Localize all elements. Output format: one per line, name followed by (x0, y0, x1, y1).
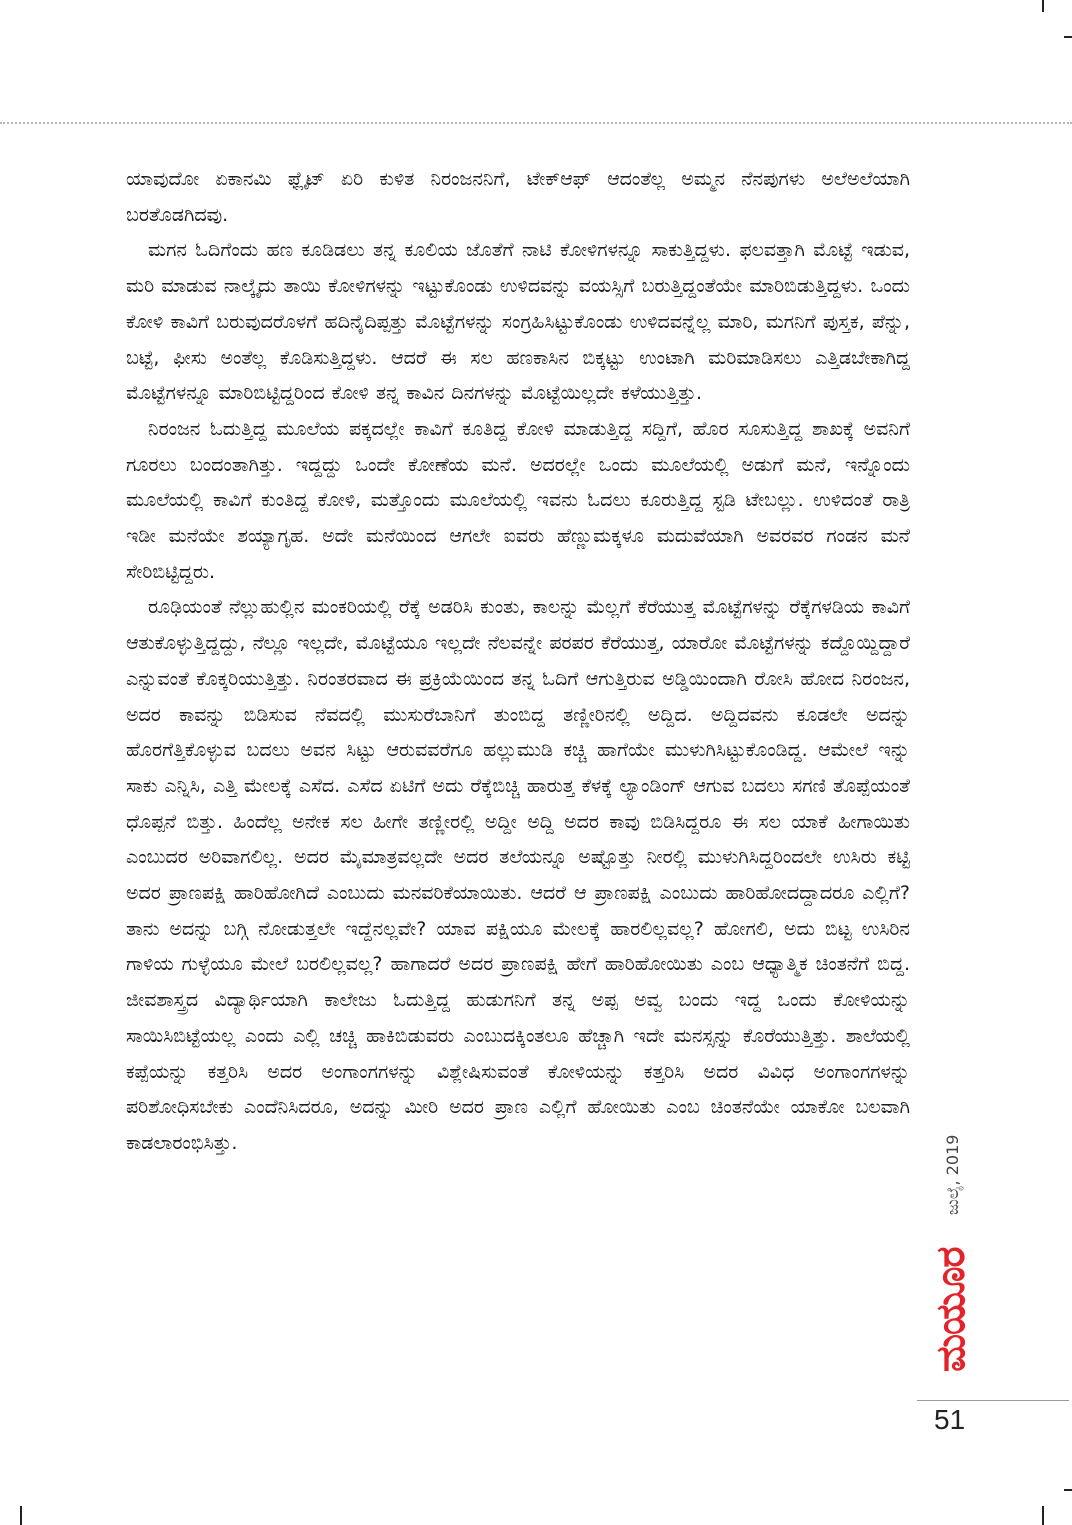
crop-mark (1042, 1506, 1044, 1525)
page-number: 51 (934, 1404, 966, 1435)
article-paragraph: ಯಾವುದೋ ಏಕಾನಮಿ ಫ್ಲೈಟ್ ಏರಿ ಕುಳಿತ ನಿರಂಜನನಿಗೆ, ಟೇಕ್‌ಆಫ್ ಆದಂತೆಲ್ಲ ಅಮ್ಮನ ನೆನಪುಗಳು ಅಲೆಅಲೆಯಾಗಿ ಬರತೊಡಗಿದವು. (126, 168, 910, 226)
crop-mark (1042, 0, 1044, 12)
crop-mark (1064, 1489, 1072, 1491)
issue-date: ಜುಲೈ, 2019 (943, 1134, 962, 1216)
article-paragraph: ರೂಢಿಯಂತೆ ನೆಲ್ಲುಹುಲ್ಲಿನ ಮಂಕರಿಯಲ್ಲಿ ರೆಕ್ಕೆ ಅಡರಿಸಿ ಕುಂತು, ಕಾಲನ್ನು ಮೆಲ್ಲಗೆ ಕೆರೆಯುತ್ತ ಮೊಟ್ಟೆಗಳನ್ನು ರೆಕ್ಕೆಗಳಡಿಯ ಕಾವಿಗೆ ಆತುಕೊಳ್ಳುತ್ತಿದ್ದದ್ದು, ನೆಲ್ಲೂ ಇಲ್ಲದೇ, ಮೊಟ್ಟೆಯೂ ಇಲ್ಲದೇ ನೆಲವನ್ನೇ ಪರಪರ ಕೆರೆಯುತ್ತ, ಯಾರೋ ಮೊಟ್ಟೆಗಳನ್ನು ಕದ್ದೊಯ್ದಿದ್ದಾರೆ ಎನ್ನುವಂತೆ ಕೊಕ್ಕರಿಯುತ್ತಿತ್ತು. ನಿರಂತರವಾದ ಈ ಪ್ರಕ್ರಿಯೆಯಿಂದ ತನ್ನ ಓದಿಗೆ ಆಗುತ್ತಿರುವ ಅಡ್ಡಿಯಿಂದಾಗಿ ರೋಸಿ ಹೋದ ನಿರಂಜನ, ಅದರ ಕಾವನ್ನು ಬಿಡಿಸುವ ನೆವದಲ್ಲಿ ಮುಸುರೆಬಾನಿಗೆ ತುಂಬಿದ್ದ ತಣ್ಣೀರಿನಲ್ಲಿ ಅದ್ದಿದ. ಅದ್ದಿದವನು ಕೂಡಲೇ ಅದನ್ನು ಹೊರಗೆತ್ತಿಕೊಳ್ಳುವ ಬದಲು ಅವನ ಸಿಟ್ಟು ಆರುವವರೆಗೂ ಹಲ್ಲುಮುಡಿ ಕಚ್ಚಿ ಹಾಗೆಯೇ ಮುಳುಗಿಸಿಟ್ಟುಕೊಂಡಿದ್ದ. ಆಮೇಲೆ ಇನ್ನು ಸಾಕು ಎನ್ನಿಸಿ, ಎತ್ತಿ ಮೇಲಕ್ಕೆ ಎಸೆದ. ಎಸೆದ ಏಟಿಗೆ ಅದು ರೆಕ್ಕೆಬಿಚ್ಚಿ ಹಾರುತ್ತ ಕೆಳಕ್ಕೆ ಲ್ಯಾಂಡಿಂಗ್ ಆಗುವ ಬದಲು ಸಗಣಿ ತೊಪ್ಪೆಯಂತೆ ಧೊಪ್ಪನೆ ಬಿತ್ತು. ಹಿಂದೆಲ್ಲ ಅನೇಕ ಸಲ ಹೀಗೇ ತಣ್ಣೀರಲ್ಲಿ ಅದ್ದೀ ಅದ್ದಿ ಅದರ ಕಾವು ಬಿಡಿಸಿದ್ದರೂ ಈ ಸಲ ಯಾಕೆ ಹೀಗಾಯಿತು ಎಂಬುದರ ಅರಿವಾಗಲಿಲ್ಲ. ಅದರ ಮೈಮಾತ್ರವಲ್ಲದೇ ಅದರ ತಲೆಯನ್ನೂ ಅಷ್ಟೊತ್ತು ನೀರಲ್ಲಿ ಮುಳುಗಿಸಿದ್ದರಿಂದಲೇ ಉಸಿರು ಕಟ್ಟಿ ಅದರ ಪ್ರಾಣಪಕ್ಷಿ ಹಾರಿಹೋಗಿದೆ ಎಂಬುದು ಮನವರಿಕೆಯಾಯಿತು. ಆದರೆ ಆ ಪ್ರಾಣಪಕ್ಷಿ ಎಂಬುದು ಹಾರಿಹೋದದ್ದಾದರೂ ಎಲ್ಲಿಗೆ? ತಾನು ಅದನ್ನು ಬಗ್ಗಿ ನೋಡುತ್ತಲೇ ಇದ್ದೆನಲ್ಲವೇ? ಯಾವ ಪಕ್ಷಿಯೂ ಮೇಲಕ್ಕೆ ಹಾರಲಿಲ್ಲವಲ್ಲ? ಹೋಗಲಿ, ಅದು ಬಿಟ್ಟ ಉಸಿರಿನ ಗಾಳಿಯ ಗುಳ್ಳೆಯೂ ಮೇಲೆ ಬರಲಿಲ್ಲವಲ್ಲ? ಹಾಗಾದರೆ ಅದರ ಪ್ರಾಣಪಕ್ಷಿ ಹೇಗೆ ಹಾರಿಹೋಯಿತು ಎಂಬ ಆಧ್ಯಾತ್ಮಿಕ ಚಿಂತನೆಗೆ ಬಿದ್ದ. ಜೀವಶಾಸ್ತ್ರದ ವಿದ್ಯಾರ್ಥಿಯಾಗಿ ಕಾಲೇಜು ಓದುತ್ತಿದ್ದ ಹುಡುಗನಿಗೆ ತನ್ನ ಅಪ್ಪ ಅವ್ವ ಬಂದು ಇದ್ದ ಒಂದು ಕೋಳಿಯನ್ನು ಸಾಯಿಸಿಬಿಟ್ಟೆಯಲ್ಲ ಎಂದು ಎಲ್ಲಿ ಚಚ್ಚಿ ಹಾಕಿಬಿಡುವರು ಎಂಬುದಕ್ಕಿಂತಲೂ ಹೆಚ್ಚಾಗಿ ಇದೇ ಮನಸ್ಸನ್ನು ಕೊರೆಯುತ್ತಿತ್ತು. ಶಾಲೆಯಲ್ಲಿ ಕಪ್ಪೆಯನ್ನು ಕತ್ತರಿಸಿ ಅದರ ಅಂಗಾಂಗಗಳನ್ನು ವಿಶ್ಲೇಷಿಸುವಂತೆ ಕೋಳಿಯನ್ನು ಕತ್ತರಿಸಿ ಅದರ ವಿವಿಧ ಅಂಗಾಂಗಗಳನ್ನು ಪರಿಶೋಧಿಸಬೇಕು ಎಂದೆನಿಸಿದರೂ, ಅದನ್ನು ಮೀರಿ ಅದರ ಪ್ರಾಣ ಎಲ್ಲಿಗೆ ಹೋಯಿತು ಎಂಬ ಚಿಂತನೆಯೇ ಯಾಕೋ ಬಲವಾಗಿ ಕಾಡಲಾರಂಭಿಸಿತ್ತು. (126, 596, 910, 1154)
magazine-masthead: ಮಯೂರ (928, 1247, 974, 1373)
folio-rule (917, 1400, 1069, 1401)
article-body (126, 162, 910, 1392)
article-paragraph: ನಿರಂಜನ ಓದುತ್ತಿದ್ದ ಮೂಲೆಯ ಪಕ್ಕದಲ್ಲೇ ಕಾವಿಗೆ ಕೂತಿದ್ದ ಕೋಳಿ ಮಾಡುತ್ತಿದ್ದ ಸದ್ದಿಗೆ, ಹೊರ ಸೂಸುತ್ತಿದ್ದ ಶಾಖಕ್ಕೆ ಅವನಿಗೆ ಗೂರಲು ಬಂದಂತಾಗಿತ್ತು. ಇದ್ದದ್ದು ಒಂದೇ ಕೋಣೆಯ ಮನೆ. ಅದರಲ್ಲೇ ಒಂದು ಮೂಲೆಯಲ್ಲಿ ಅಡುಗೆ ಮನೆ, ಇನ್ನೊಂದು ಮೂಲೆಯಲ್ಲಿ ಕಾವಿಗೆ ಕುಂತಿದ್ದ ಕೋಳಿ, ಮತ್ತೊಂದು ಮೂಲೆಯಲ್ಲಿ ಇವನು ಓದಲು ಕೂರುತ್ತಿದ್ದ ಸ್ಟಡಿ ಟೇಬಲ್ಲು. ಉಳಿದಂತೆ ರಾತ್ರಿ ಇಡೀ ಮನೆಯೇ ಶಯ್ಯಾಗೃಹ. ಅದೇ ಮನೆಯಿಂದ ಆಗಲೇ ಐವರು ಹೆಣ್ಣುಮಕ್ಕಳೂ ಮದುವೆಯಾಗಿ ಅವರವರ ಗಂಡನ ಮನೆ ಸೇರಿಬಿಟ್ಟಿದ್ದರು. (126, 417, 910, 583)
crop-mark (20, 1506, 22, 1525)
crop-mark (1064, 36, 1072, 38)
article-paragraph: ಮಗನ ಓದಿಗೆಂದು ಹಣ ಕೂಡಿಡಲು ತನ್ನ ಕೂಲಿಯ ಜೊತೆಗೆ ನಾಟಿ ಕೋಳಿಗಳನ್ನೂ ಸಾಕುತ್ತಿದ್ದಳು. ಫಲವತ್ತಾಗಿ ಮೊಟ್ಟೆ ಇಡುವ, ಮರಿ ಮಾಡುವ ನಾಲ್ಕೈದು ತಾಯಿ ಕೋಳಿಗಳನ್ನು ಇಟ್ಟುಕೊಂಡು ಉಳಿದವನ್ನು ವಯಸ್ಸಿಗೆ ಬರುತ್ತಿದ್ದಂತೆಯೇ ಮಾರಿಬಿಡುತ್ತಿದ್ದಳು. ಒಂದು ಕೋಳಿ ಕಾವಿಗೆ ಬರುವುದರೊಳಗೆ ಹದಿನೈದಿಪ್ಪತ್ತು ಮೊಟ್ಟೆಗಳನ್ನು ಸಂಗ್ರಹಿಸಿಟ್ಟುಕೊಂಡು ಉಳಿದವನ್ನೆಲ್ಲ ಮಾರಿ, ಮಗನಿಗೆ ಪುಸ್ತಕ, ಪೆನ್ನು, ಬಟ್ಟೆ, ಫೀಸು ಅಂತೆಲ್ಲ ಕೊಡಿಸುತ್ತಿದ್ದಳು. ಆದರೆ ಈ ಸಲ ಹಣಕಾಸಿನ ಬಿಕ್ಕಟ್ಟು ಉಂಟಾಗಿ ಮರಿಮಾಡಿಸಲು ಎತ್ತಿಡಬೇಕಾಗಿದ್ದ ಮೊಟ್ಟೆಗಳನ್ನೂ ಮಾರಿಬಿಟ್ಟಿದ್ದರಿಂದ ಕೋಳಿ ತನ್ನ ಕಾವಿನ ದಿನಗಳನ್ನು ಮೊಟ್ಟೆಯಿಲ್ಲದೇ ಕಳೆಯುತ್ತಿತ್ತು. (126, 239, 910, 405)
header-dotted-rule (0, 122, 1072, 124)
